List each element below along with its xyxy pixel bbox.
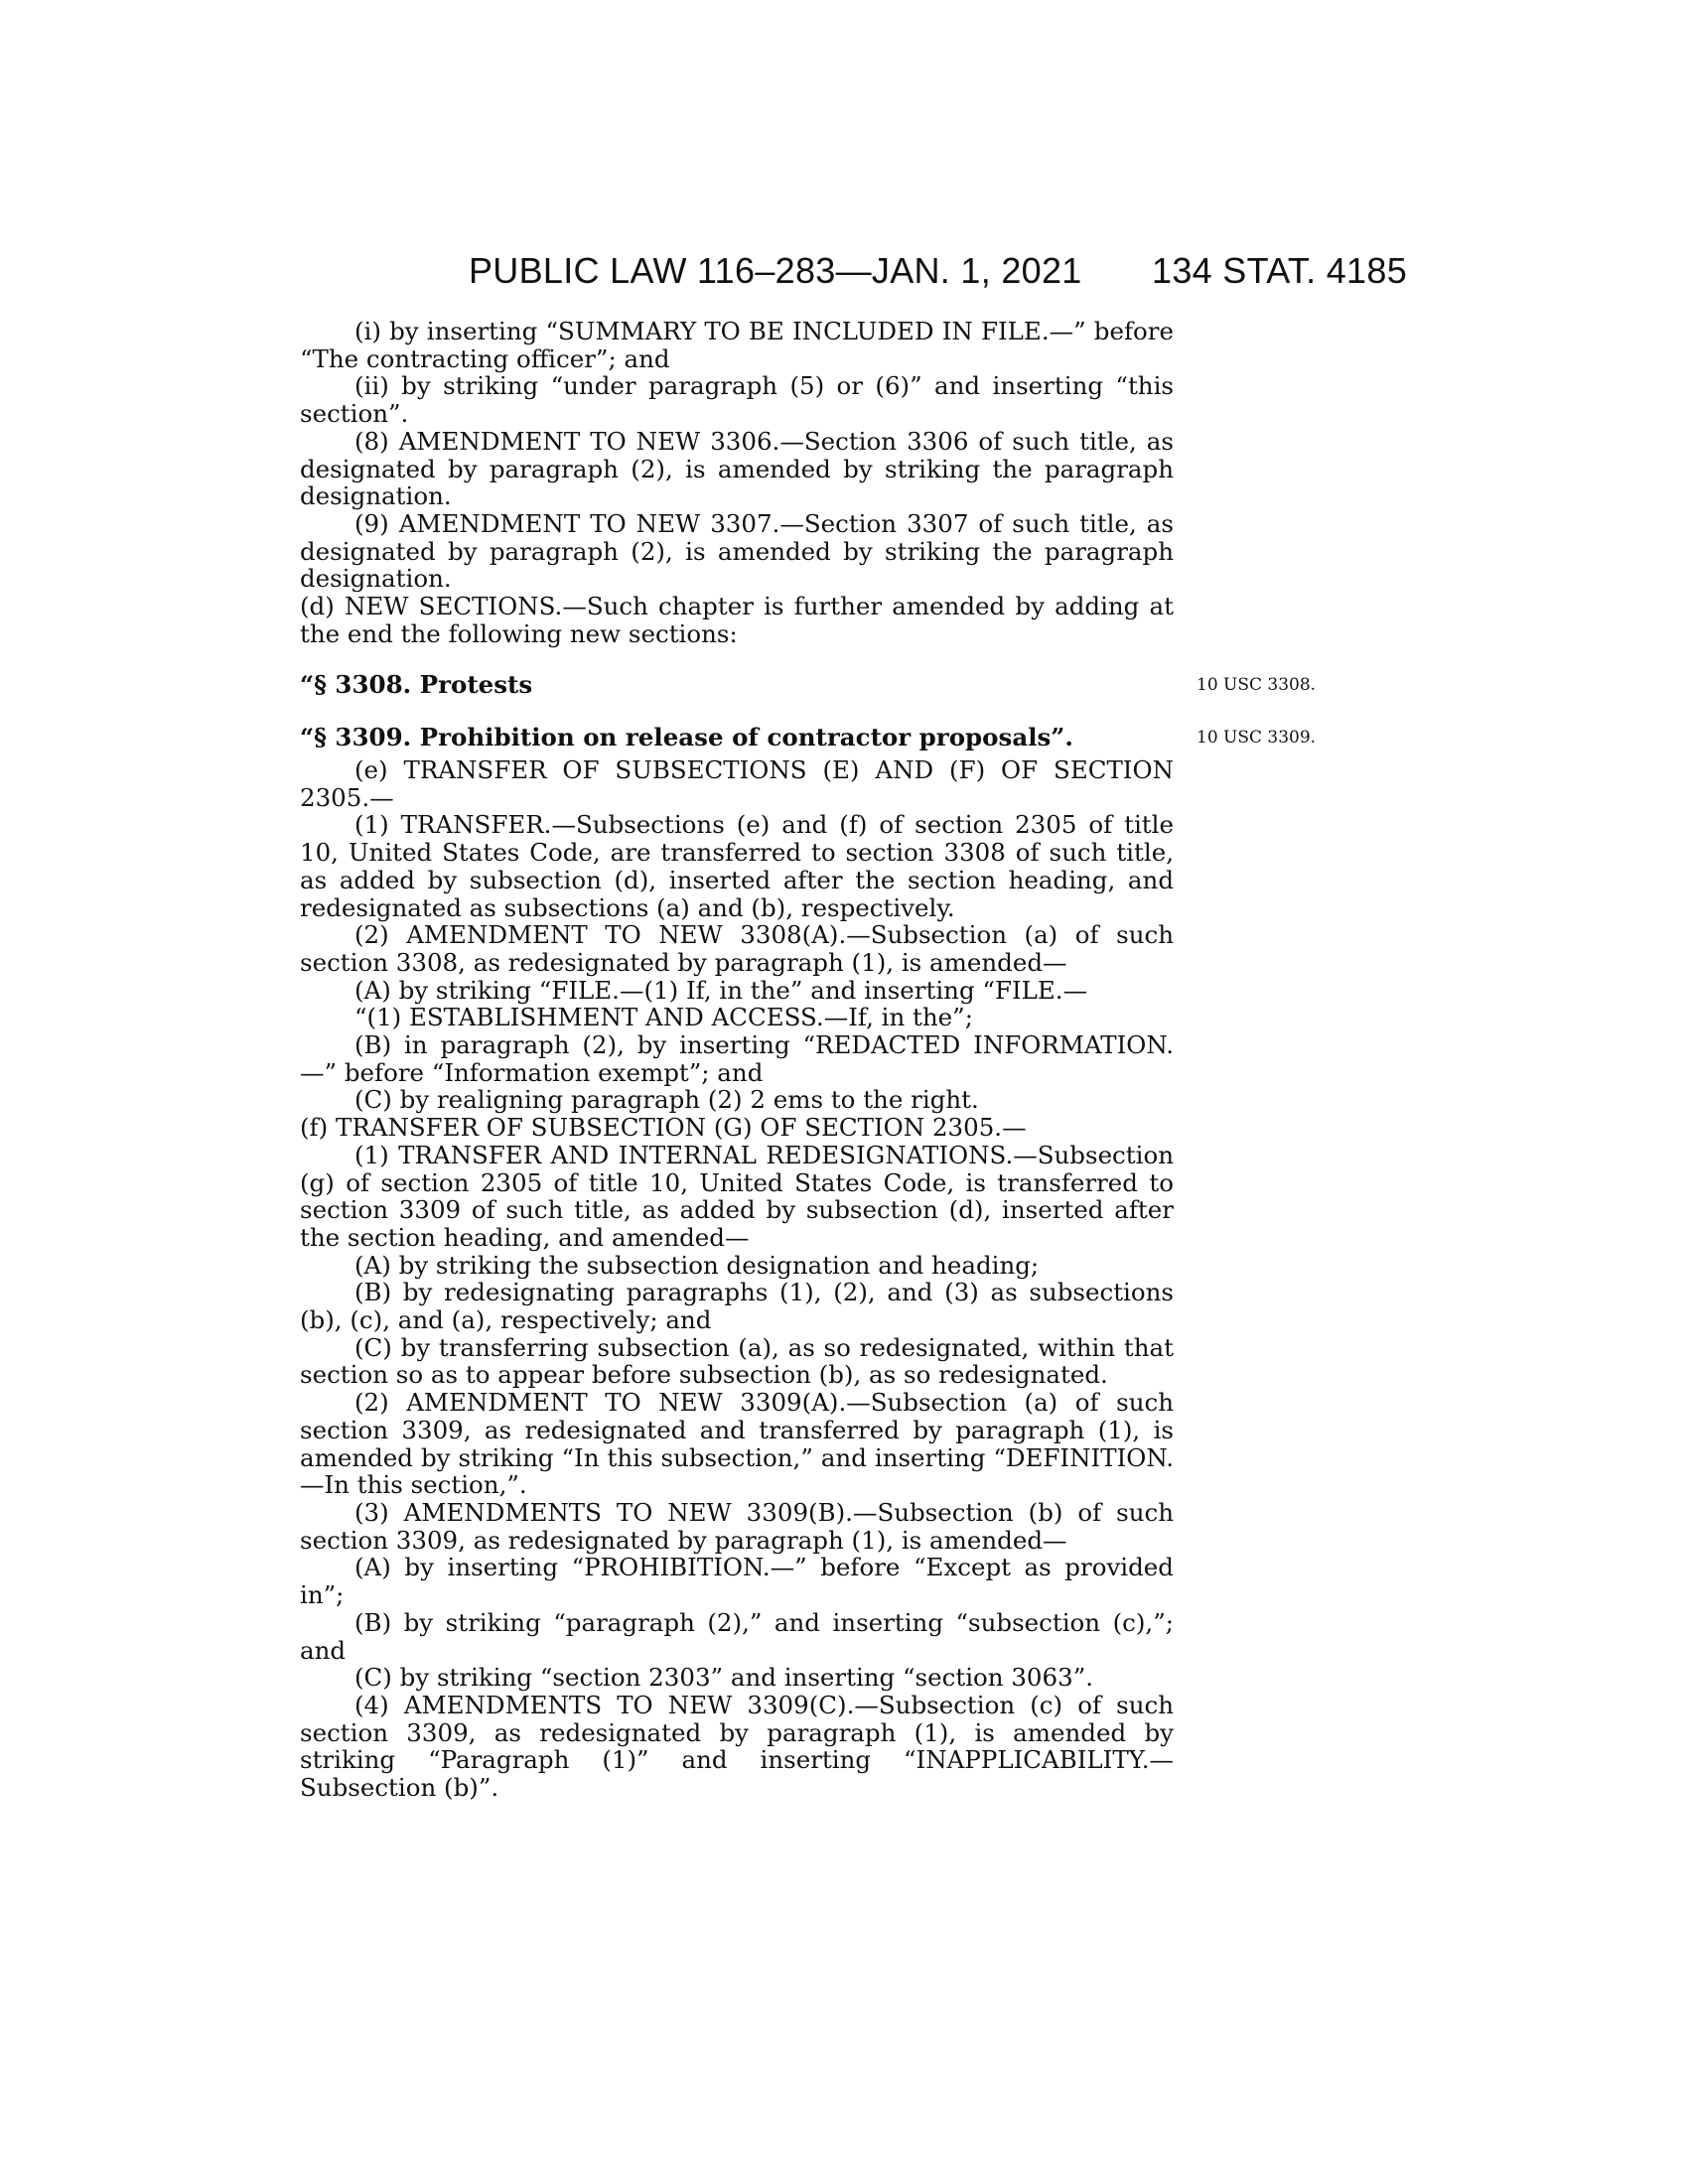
quoted-paragraph-1: “(1) ESTABLISHMENT AND ACCESS.—If, in the”; bbox=[354, 1003, 973, 1032]
margin-note-3308: 10 USC 3308. bbox=[1196, 675, 1317, 695]
subsection-e: (e) TRANSFER OF SUBSECTIONS (E) AND (F) OF SECTION 2305.— bbox=[300, 755, 1174, 812]
paragraph-f1: (1) TRANSFER AND INTERNAL REDESIGNATIONS.—Subsection (g) of section 2305 of title 10, United States Code, is transferred to section 3309 of such title, as added by subsection (d), inserted after the section heading, and amended— bbox=[300, 1140, 1174, 1252]
subparagraph-f1c: (C) by transferring subsection (a), as so redesignated, within that section so as to appear before subsection (b), as so redesignated. bbox=[300, 1332, 1174, 1390]
paragraph-i: (i) by inserting “SUMMARY TO BE INCLUDED IN FILE.—” before “The contracting officer”; and bbox=[300, 317, 1174, 373]
subparagraph-e2b: (B) in paragraph (2), by inserting “REDACTED INFORMATION.—” before “Information exempt”; and bbox=[300, 1030, 1174, 1087]
paragraph-8: (8) AMENDMENT TO NEW 3306.—Section 3306 of such title, as designated by paragraph (2), is amended by striking the paragraph designation. bbox=[300, 426, 1174, 511]
subparagraph-e2c: (C) by realigning paragraph (2) 2 ems to the right. bbox=[354, 1085, 979, 1115]
subparagraph-f3b: (B) by striking “paragraph (2),” and inserting “subsection (c),”; and bbox=[300, 1607, 1174, 1665]
subparagraph-f3c: (C) by striking “section 2303” and inserting “section 3063”. bbox=[354, 1663, 1094, 1693]
paragraph-ii: (ii) by striking “under paragraph (5) or (6)” and inserting “this section”. bbox=[300, 371, 1174, 429]
paragraph-e1: (1) TRANSFER.—Subsections (e) and (f) of section 2305 of title 10, United States Code, are transferred to section 3308 of such title, as added by subsection (d), inserted after the section heading, and redesignated as subsections (a) and (b), respectively. bbox=[300, 810, 1174, 922]
running-header-title: PUBLIC LAW 116–283—JAN. 1, 2021 bbox=[469, 250, 1082, 291]
paragraph-f3: (3) AMENDMENTS TO NEW 3309(B).—Subsection (b) of such section 3309, as redesignated by paragraph (1), is amended— bbox=[300, 1497, 1174, 1555]
section-heading-3308: “§ 3308. Protests bbox=[300, 670, 533, 699]
margin-note-3309: 10 USC 3309. bbox=[1196, 728, 1317, 748]
running-header-page-number: 134 STAT. 4185 bbox=[1152, 250, 1408, 291]
subparagraph-e2a: (A) by striking “FILE.—(1) If, in the” and inserting “FILE.— bbox=[354, 975, 1088, 1005]
subparagraph-f1b: (B) by redesignating paragraphs (1), (2), and (3) as subsections (b), (c), and (a), respectively; and bbox=[300, 1278, 1174, 1335]
paragraph-9: (9) AMENDMENT TO NEW 3307.—Section 3307 of such title, as designated by paragraph (2), is amended by striking the paragraph designation. bbox=[300, 508, 1174, 594]
body-block-1 bbox=[300, 318, 1174, 647]
body-block-2 bbox=[300, 756, 1174, 1802]
paragraph-f2: (2) AMENDMENT TO NEW 3309(A).—Subsection (a) of such section 3309, as redesignated and transferred by paragraph (1), is amended by striking “In this subsection,” and inserting “DEFINITION.—In this section,”. bbox=[300, 1388, 1174, 1500]
subsection-f: (f) TRANSFER OF SUBSECTION (G) OF SECTION 2305.— bbox=[300, 1113, 1027, 1143]
paragraph-e2: (2) AMENDMENT TO NEW 3308(A).—Subsection (a) of such section 3308, as redesignated by paragraph (1), is amended— bbox=[300, 920, 1174, 977]
subparagraph-f1a: (A) by striking the subsection designation and heading; bbox=[354, 1250, 1040, 1280]
subparagraph-f3a: (A) by inserting “PROHIBITION.—” before “Except as provided in”; bbox=[300, 1553, 1174, 1610]
paragraph-f4: (4) AMENDMENTS TO NEW 3309(C).—Subsection (c) of such section 3309, as redesignated by paragraph (1), is amended by striking “Paragraph (1)” and inserting “INAPPLICABILITY.—Subsection (b)”. bbox=[300, 1690, 1174, 1803]
paragraph-d: (d) NEW SECTIONS.—Such chapter is further amended by adding at the end the following new sections: bbox=[300, 592, 1174, 648]
section-heading-3309: “§ 3309. Prohibition on release of contractor proposals”. bbox=[300, 723, 1073, 751]
